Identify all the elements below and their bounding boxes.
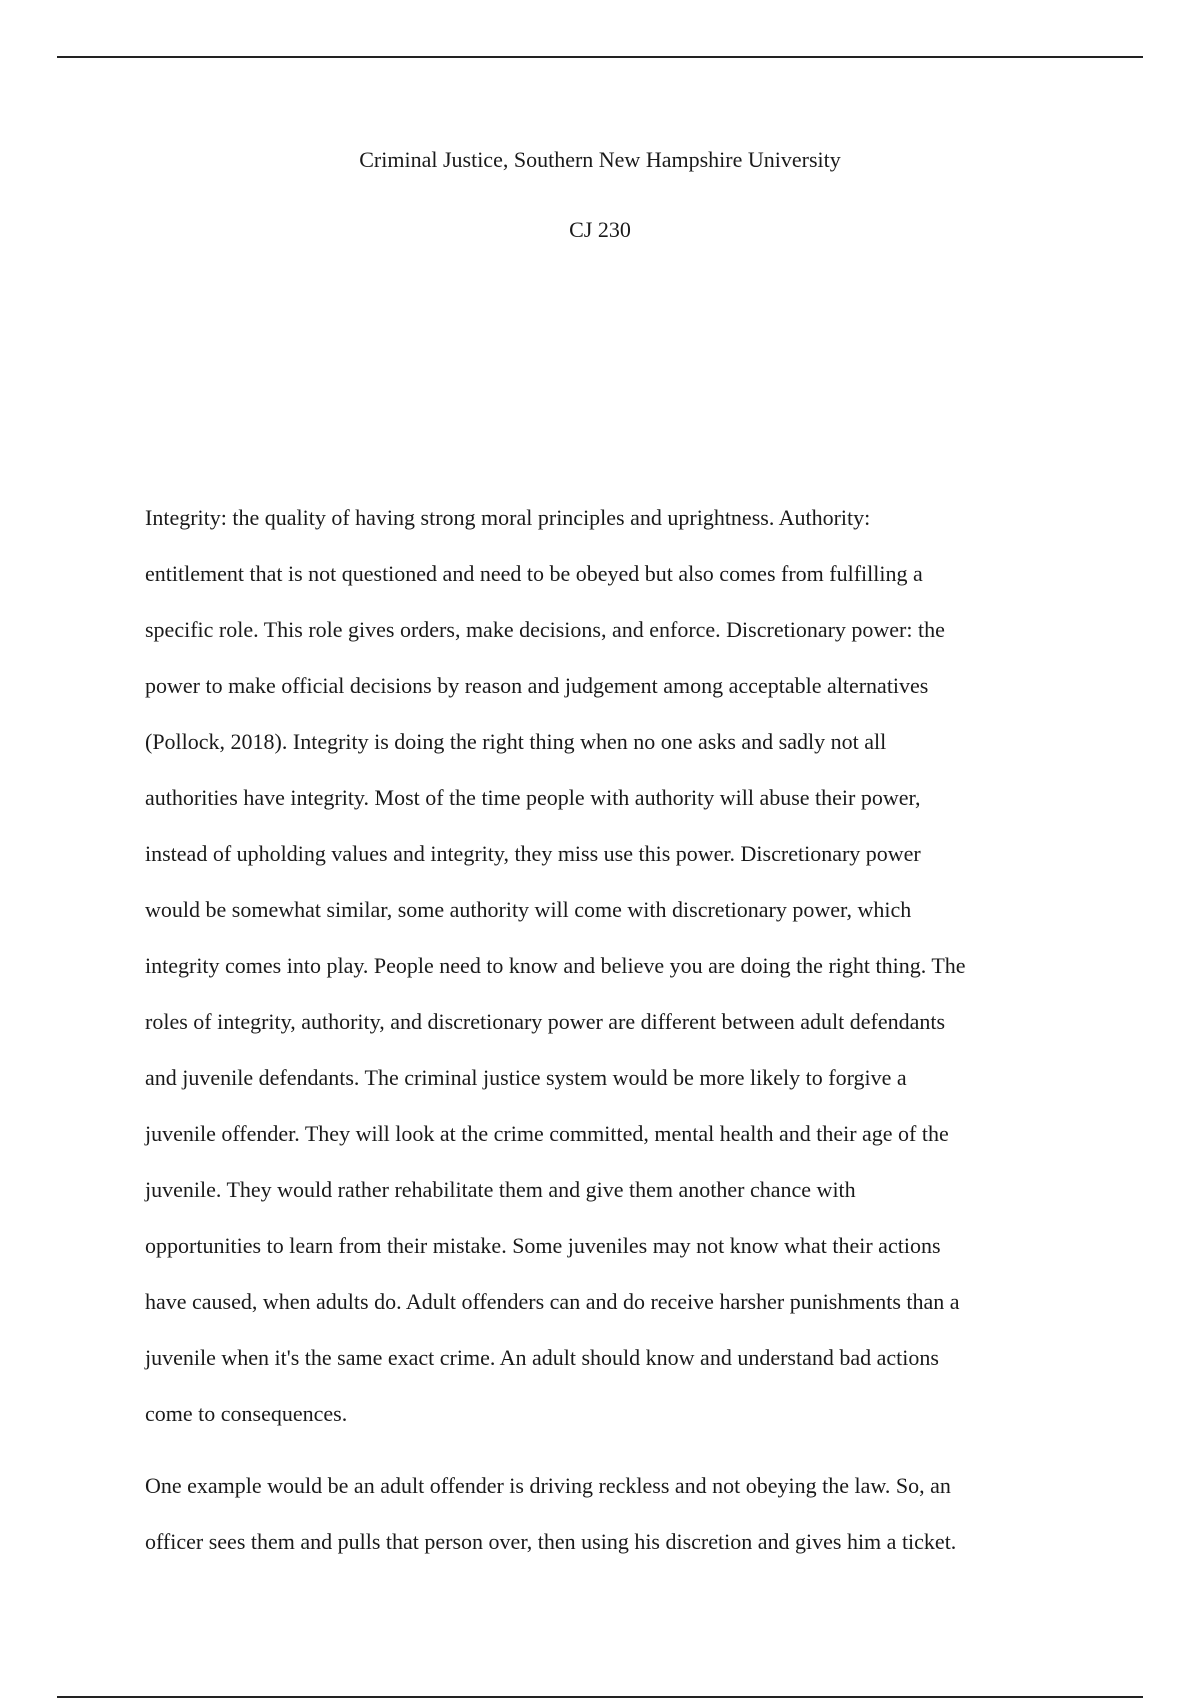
text-line: One example would be an adult offender is driving reckless and not obeying the law. So, an (145, 1473, 951, 1498)
text-line: power to make official decisions by reason and judgement among acceptable alternatives (145, 673, 929, 698)
course-code: CJ 230 (569, 217, 631, 242)
paragraph-2 (145, 1472, 1080, 1584)
text-line: integrity comes into play. People need to know and believe you are doing the right thing. The (145, 953, 966, 978)
paragraph-1 (145, 504, 1080, 1456)
text-line: would be somewhat similar, some authority will come with discretionary power, which (145, 897, 912, 922)
text-line: come to consequences. (145, 1401, 348, 1426)
text-line: authorities have integrity. Most of the time people with authority will abuse their power, (145, 785, 921, 810)
affiliation-line: Criminal Justice, Southern New Hampshire University (359, 147, 841, 172)
bottom-divider (57, 1696, 1143, 1698)
text-line: opportunities to learn from their mistake. Some juveniles may not know what their actions (145, 1233, 941, 1258)
top-divider (57, 56, 1143, 58)
text-line: (Pollock, 2018). Integrity is doing the right thing when no one asks and sadly not all (145, 729, 887, 754)
text-line: juvenile when it's the same exact crime. An adult should know and understand bad actions (145, 1345, 939, 1370)
text-line: specific role. This role gives orders, make decisions, and enforce. Discretionary power: the (145, 617, 945, 642)
body-text (145, 504, 1080, 1584)
text-line: Integrity: the quality of having strong moral principles and uprightness. Authority: (145, 505, 871, 530)
text-line: roles of integrity, authority, and discretionary power are different between adult defendants (145, 1009, 946, 1034)
text-line: have caused, when adults do. Adult offenders can and do receive harsher punishments than a (145, 1289, 960, 1314)
paragraph-spacer (145, 1456, 1080, 1472)
text-line: juvenile offender. They will look at the crime committed, mental health and their age of the (145, 1121, 949, 1146)
text-line: instead of upholding values and integrity, they miss use this power. Discretionary power (145, 841, 921, 866)
text-line: officer sees them and pulls that person over, then using his discretion and gives him a ticket. (145, 1529, 957, 1554)
text-line: entitlement that is not questioned and need to be obeyed but also comes from fulfilling a (145, 561, 923, 586)
text-line: juvenile. They would rather rehabilitate them and give them another chance with (145, 1177, 856, 1202)
text-line: and juvenile defendants. The criminal justice system would be more likely to forgive a (145, 1065, 907, 1090)
